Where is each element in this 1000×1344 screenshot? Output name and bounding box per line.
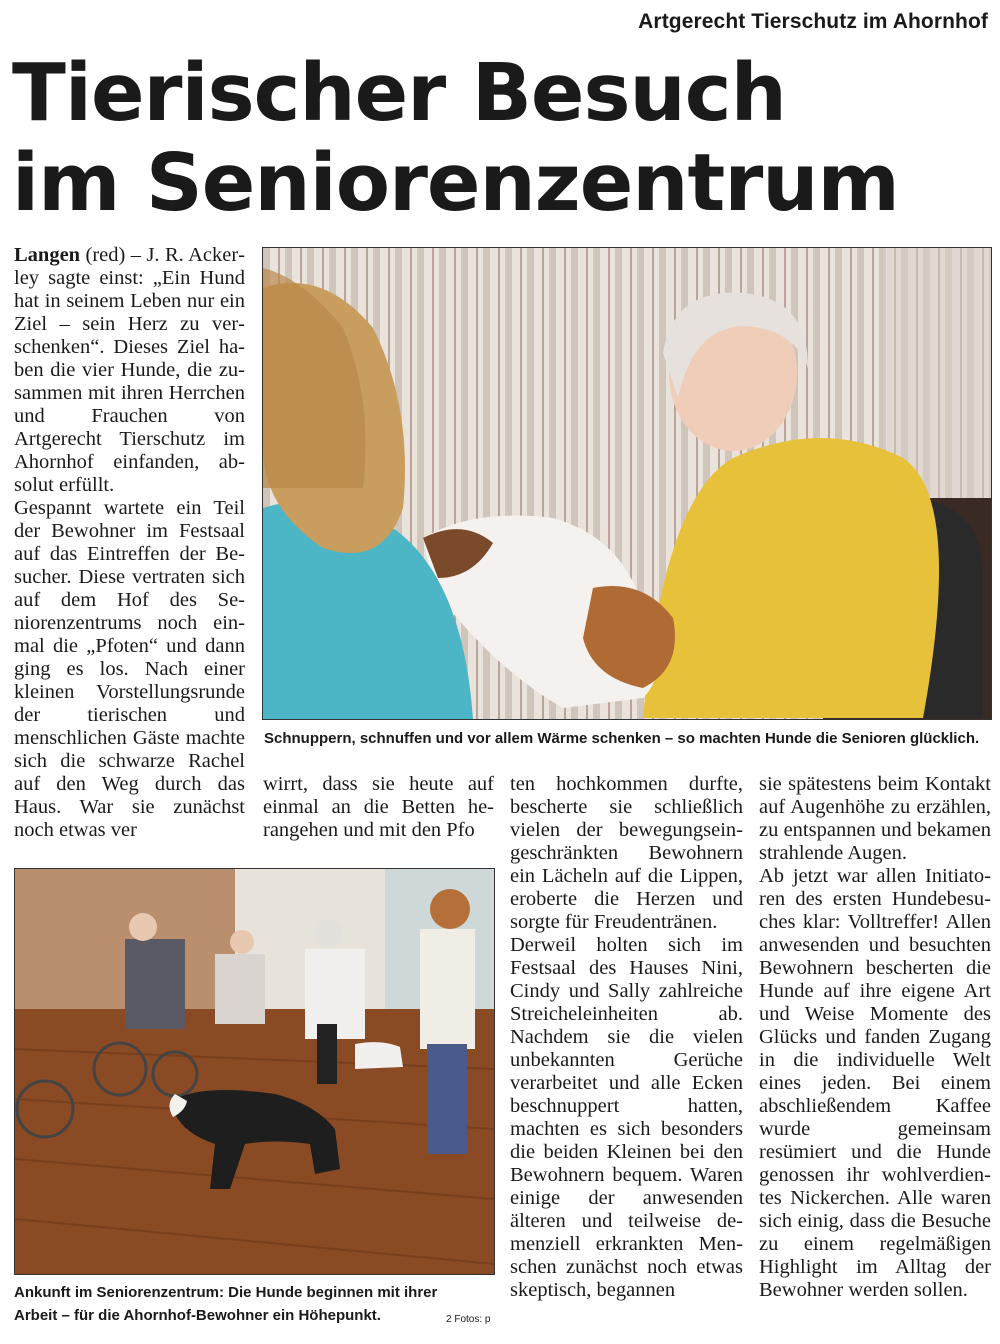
paragraph: wirrt, dass sie heute auf einmal an die Betten herangehen und mit den Pfo — [263, 773, 494, 841]
paragraph: ten hochkommen durfte, bescherte sie schließlich vielen der bewegungseingeschränkten Bewohnern ein Lächeln auf die Lippen, eroberte die Herzen und sorgte für Freudentränen. — [510, 773, 743, 933]
caption-line-1: Ankunft im Seniorenzentrum: Die Hunde beginnen mit ihrer — [14, 1284, 438, 1301]
paragraph: Ab jetzt war allen Initiatoren des ersten Hundebesuches klar: Volltreffer! Allen anwesenden und besuchten Bewohnern bescherten die Hunde auf ihre eigene Art und Weise Momente des Glücks und fanden Zugang in die individuelle Welt eines jeden. Bei einem abschließendem Kaffee wurde gemeinsam resümiert und die Hunde genossen ihr wohlverdientes Nickerchen. Alle waren sich einig, dass die Besuche zu einem regelmäßigen Highlight im Alltag der Bewohner werden sollen. — [759, 865, 991, 1301]
headline — [12, 48, 899, 228]
kicker: Artgerecht Tierschutz im Ahornhof — [638, 10, 988, 33]
photo-arrival-dogs — [14, 868, 495, 1275]
article-column-2 — [263, 773, 494, 843]
photo-senior-with-dog — [262, 247, 992, 720]
caption-top-photo: Schnuppern, schnuffen und vor allem Wärme schenken – so machten Hunde die Senioren glücklich. — [264, 730, 980, 747]
intro-text: (red) – J. R. Ackerley sagte einst: „Ein Hund hat in seinem Leben nur ein Ziel – sein Herz zu verschenken“. Dieses Ziel haben die vier Hunde, die zusammen mit ihren Herrchen und Frauchen von Artgerecht Tierschutz im Ahornhof einfanden, absolut erfüllt. — [14, 244, 245, 496]
dateline: Langen — [14, 244, 81, 266]
paragraph-intro — [14, 244, 245, 497]
caption-bottom-photo — [14, 1281, 437, 1327]
paragraph: Gespannt wartete ein Teil der Bewohner im Festsaal auf das Eintreffen der Besucher. Diese vertraten sich auf dem Hof des Seniorenzentrums noch einmal die „Pfoten“ und dann ging es los. Nach einer kleinen Vorstellungsrunde der tierischen und menschlichen Gäste machte sich die schwarze Rachel auf den Weg durch das Haus. War sie zunächst noch etwas ver — [14, 497, 245, 841]
paragraph: Derweil holten sich im Festsaal des Hauses Nini, Cindy und Sally zahlreiche Streicheleinheiten ab. Nachdem sie die vielen unbekannten Gerüche verarbeitet und alle Ecken beschnuppert hatten, machten es sich besonders die beiden Kleinen bei den Bewohnern bequem. Waren einige der anwesenden älteren und teilweise demenziell erkrankten Menschen zunächst noch etwas skeptisch, begannen — [510, 934, 743, 1301]
headline-line-2: im Seniorenzentrum — [12, 137, 899, 229]
caption-line-2: Arbeit – für die Ahornhof-Bewohner ein Höhepunkt. — [14, 1307, 381, 1324]
paragraph: sie spätestens beim Kontakt auf Augenhöhe zu erzählen, zu entspannen und bekamen strahlende Augen. — [759, 773, 991, 864]
photo-credit: 2 Fotos: p — [446, 1314, 491, 1325]
article-column-1 — [14, 244, 245, 846]
article-column-3 — [510, 773, 743, 1329]
headline-line-1: Tierischer Besuch — [12, 47, 786, 139]
article-column-4 — [759, 773, 991, 1329]
